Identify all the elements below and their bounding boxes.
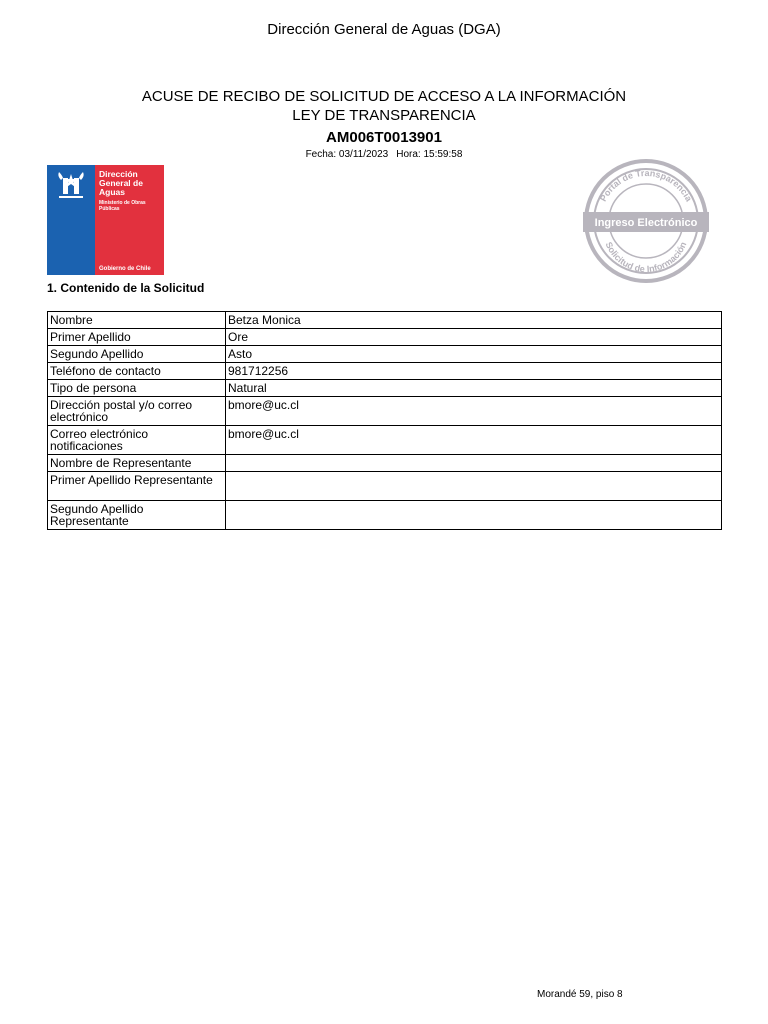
stamp-top-text: Portal de Transparencia [598, 167, 694, 204]
document-title: ACUSE DE RECIBO DE SOLICITUD DE ACCESO A LA INFORMACIÓN [141, 88, 627, 105]
logo-ministry-1: Ministerio de Obras [99, 200, 146, 206]
table-row [48, 426, 722, 455]
document-subtitle: LEY DE TRANSPARENCIA [292, 107, 476, 124]
row-value: Natural [226, 380, 722, 397]
request-code: AM006T0013901 [326, 129, 442, 146]
row-label: Dirección postal y/o correo electrónico [48, 397, 226, 426]
row-value: Ore [226, 329, 722, 346]
table-row [48, 380, 722, 397]
table-row [48, 455, 722, 472]
logo-blue-panel [47, 165, 95, 275]
date-label: Fecha: 03/11/2023 [305, 149, 389, 160]
row-label: Tipo de persona [48, 380, 226, 397]
row-label: Segundo Apellido Representante [48, 501, 226, 530]
row-value [226, 501, 722, 530]
table-row [48, 329, 722, 346]
dga-logo [47, 165, 164, 275]
agency-name: Dirección General de Aguas (DGA) [267, 21, 501, 38]
logo-line-1: Dirección [99, 169, 138, 179]
section-title: 1. Contenido de la Solicitud [47, 281, 205, 295]
row-label: Nombre de Representante [48, 455, 226, 472]
row-value [226, 472, 722, 501]
row-value: bmore@uc.cl [226, 397, 722, 426]
stamp-center-text: Ingreso Electrónico [594, 217, 698, 229]
logo-ministry-2: Públicas [99, 206, 120, 212]
logo-line-3: Aguas [99, 187, 125, 197]
row-label: Primer Apellido [48, 329, 226, 346]
row-value [226, 455, 722, 472]
row-label: Correo electrónico notificaciones [48, 426, 226, 455]
table-row [48, 363, 722, 380]
table-row [48, 397, 722, 426]
row-label: Segundo Apellido [48, 346, 226, 363]
row-label: Primer Apellido Representante [48, 472, 226, 501]
coat-of-arms-icon [51, 168, 91, 202]
row-label: Nombre [48, 312, 226, 329]
request-details-table [47, 311, 722, 530]
footer-address: Morandé 59, piso 8 [537, 989, 623, 1000]
row-value: Betza Monica [226, 312, 722, 329]
stamp-bottom-text: Solicitud de Información [603, 240, 689, 275]
row-label: Teléfono de contacto [48, 363, 226, 380]
row-value: Asto [226, 346, 722, 363]
table-row [48, 346, 722, 363]
logo-red-panel [95, 165, 164, 275]
svg-text:Solicitud de Información [604, 240, 689, 274]
row-value: bmore@uc.cl [226, 426, 722, 455]
table-row [48, 501, 722, 530]
logo-line-2: General de [99, 178, 143, 188]
table-row [48, 312, 722, 329]
ingreso-electronico-stamp [581, 159, 711, 283]
logo-government: Gobierno de Chile [99, 266, 151, 272]
row-value: 981712256 [226, 363, 722, 380]
table-row [48, 472, 722, 501]
time-label: Hora: 15:59:58 [396, 149, 463, 160]
